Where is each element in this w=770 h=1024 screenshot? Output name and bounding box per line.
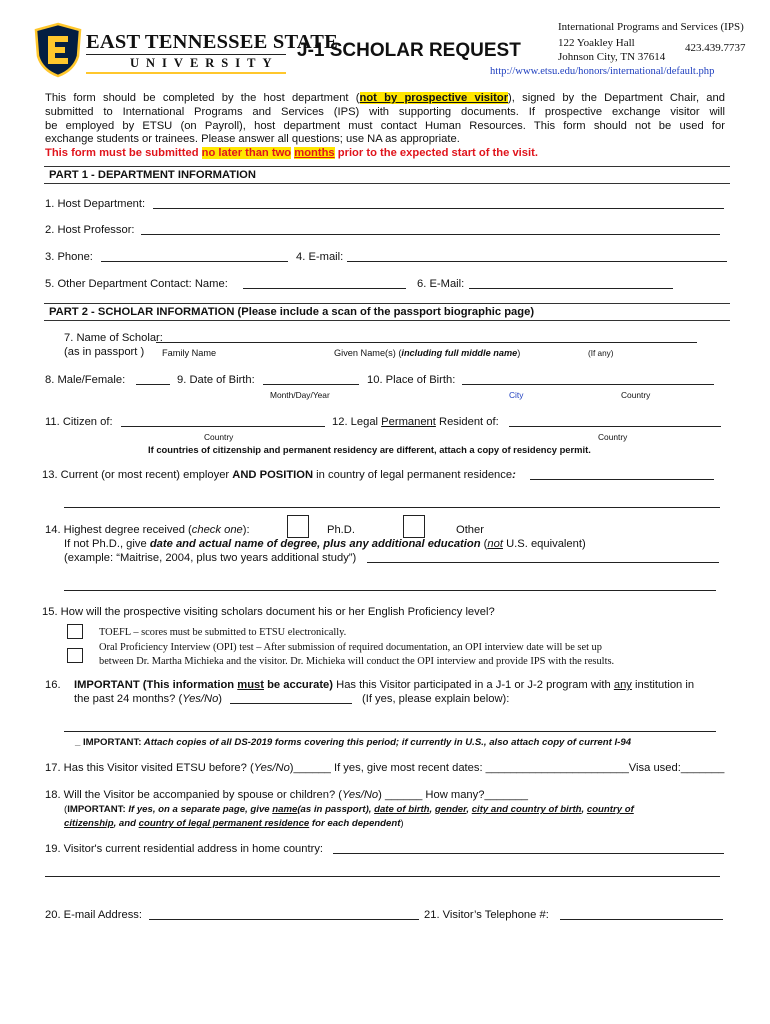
email-label: 4. E-mail:: [296, 251, 344, 263]
prior-program-yesno-field[interactable]: [230, 703, 352, 704]
pob-label: 10. Place of Birth:: [367, 374, 456, 386]
as-in-passport-label: (as in passport ): [64, 346, 145, 358]
employer-field-1[interactable]: [530, 479, 714, 480]
phone-label: 3. Phone:: [45, 251, 93, 263]
host-professor-field[interactable]: [141, 234, 720, 235]
university-name-line2: UNIVERSITY: [130, 56, 279, 70]
scholar-name-label: 7. Name of Scholar:: [64, 332, 163, 344]
q16-number: 16.: [45, 679, 61, 691]
host-department-field[interactable]: [153, 208, 724, 209]
prior-program-label: IMPORTANT (This information must be accurate) Has this Visitor participated in a J-1 or J-2 program with any institution in: [74, 679, 695, 691]
prior-program-explain-field[interactable]: [64, 731, 716, 732]
pob-field[interactable]: [462, 384, 714, 385]
office-phone: 423.439.7737: [685, 42, 746, 54]
ips-website-link[interactable]: http://www.etsu.edu/honors/international/default.php: [490, 66, 715, 77]
dependents-label: 18. Will the Visitor be accompanied by spouse or children? (Yes/No) ______ How many?_______: [45, 789, 529, 801]
employer-label: 13. Current (or most recent) employer AND POSITION in country of legal permanent residence:: [42, 469, 516, 481]
resident-country-caption: Country: [598, 432, 628, 442]
degree-detail-label: If not Ph.D., give date and actual name of degree, plus any additional education (not U.S. equivalent): [64, 538, 586, 550]
other-contact-email-field[interactable]: [469, 288, 673, 289]
degree-example-label: (example: “Maitrise, 2004, plus two years additional study”): [64, 552, 357, 564]
if-any-caption: (If any): [588, 349, 614, 358]
dependents-note-line2: citizenship, and country of legal permanent residence for each dependent): [64, 818, 404, 829]
permanent-resident-field[interactable]: [509, 426, 721, 427]
citizen-field[interactable]: [121, 426, 325, 427]
city-caption: City: [509, 390, 524, 400]
prior-program-explain-label: (If yes, please explain below):: [362, 693, 510, 705]
scholar-name-field[interactable]: [156, 342, 697, 343]
home-address-field-1[interactable]: [333, 853, 724, 854]
dependents-note-line1: (IMPORTANT: If yes, on a separate page, give name(as in passport), date of birth, gender, city and country of birth, country of: [64, 804, 634, 815]
ds2019-important-note: _ IMPORTANT: Attach copies of all DS-2019 forms covering this period; if currently in U.S., also attach copy of current I-94: [75, 737, 632, 748]
other-degree-label: Other: [456, 524, 484, 536]
not-by-visitor-highlight: not by prospective visitor: [359, 92, 509, 104]
deadline-warning: This form must be submitted no later than two months prior to the expected start of the visit.: [45, 147, 538, 160]
country-caption: Country: [621, 390, 651, 400]
opi-label-line2: between Dr. Martha Michieka and the visitor. Dr. Michieka will conduct the OPI interview and provide IPS with the results.: [99, 656, 615, 667]
employer-field-2[interactable]: [64, 507, 720, 508]
home-address-label: 19. Visitor's current residential address in home country:: [45, 843, 324, 855]
opi-label-line1: Oral Proficiency Interview (OPI) test – After submission of required documentation, an OPI interview date will be set up: [99, 642, 602, 653]
university-name-line1: EAST TENNESSEE STATE: [86, 31, 339, 53]
visitor-telephone-label: 21. Visitor’s Telephone #:: [424, 909, 549, 921]
host-department-label: 1. Host Department:: [45, 198, 146, 210]
degree-detail-field-2[interactable]: [64, 590, 716, 591]
opi-checkbox[interactable]: [67, 648, 83, 663]
other-contact-name-field[interactable]: [243, 288, 406, 289]
visitor-email-label: 20. E-mail Address:: [45, 909, 142, 921]
office-address-line1: 122 Yoakley Hall: [558, 37, 635, 49]
etsu-logo-icon: [34, 22, 82, 78]
email-field[interactable]: [347, 261, 727, 262]
visitor-email-field[interactable]: [149, 919, 419, 920]
gender-label: 8. Male/Female:: [45, 374, 126, 386]
other-contact-email-label: 6. E-Mail:: [417, 278, 465, 290]
other-contact-label: 5. Other Department Contact: Name:: [45, 278, 228, 290]
phd-checkbox[interactable]: [287, 515, 309, 538]
dob-field[interactable]: [263, 384, 359, 385]
permanent-resident-label: 12. Legal Permanent Resident of:: [332, 416, 499, 428]
toefl-label: TOEFL – scores must be submitted to ETSU electronically.: [99, 627, 347, 638]
phone-field[interactable]: [101, 261, 288, 262]
other-degree-checkbox[interactable]: [403, 515, 425, 538]
office-address-line2: Johnson City, TN 37614: [558, 51, 666, 63]
family-name-caption: Family Name: [162, 348, 217, 358]
gold-rule: [86, 72, 286, 74]
citizen-label: 11. Citizen of:: [45, 416, 113, 428]
toefl-checkbox[interactable]: [67, 624, 83, 639]
mdy-caption: Month/Day/Year: [270, 390, 330, 400]
visited-etsu-label: 17. Has this Visitor visited ETSU before? (Yes/No)______ If yes, give most recent dates: _______________________Visa used:_______: [45, 762, 725, 774]
english-proficiency-label: 15. How will the prospective visiting scholars document his or her English Proficiency level?: [42, 606, 495, 618]
part1-header: PART 1 - DEPARTMENT INFORMATION: [44, 166, 730, 184]
home-address-field-2[interactable]: [45, 876, 720, 877]
prior-program-label-line2: the past 24 months? (Yes/No): [74, 693, 223, 705]
degree-detail-field-1[interactable]: [367, 562, 719, 563]
residency-permit-note: If countries of citizenship and permanent residency are different, attach a copy of residency permit.: [148, 444, 591, 455]
intro-paragraph: This form should be completed by the host department (not by prospective visitor), signed by the Department Chair, and submitted to International Programs and Services (IPS) with supporting documents. If prospective exchange visitor will be employed by ETSU (on Payroll), host department must contact Human Resources. This form should not be used for exchange students or trainees. Please answer all questions; use NA as appropriate. This form must be submitted no later than two months prior to the expected start of the visit.: [45, 92, 725, 160]
dob-label: 9. Date of Birth:: [177, 374, 255, 386]
degree-label: 14. Highest degree received (check one):: [45, 524, 250, 536]
part2-header: PART 2 - SCHOLAR INFORMATION (Please include a scan of the passport biographic page): [44, 303, 730, 321]
form-title: J-1 SCHOLAR REQUEST: [297, 40, 521, 61]
office-name: International Programs and Services (IPS): [558, 21, 744, 33]
host-professor-label: 2. Host Professor:: [45, 224, 135, 236]
visitor-telephone-field[interactable]: [560, 919, 723, 920]
given-name-caption: Given Name(s) (including full middle name): [334, 348, 521, 358]
phd-label: Ph.D.: [327, 524, 355, 536]
gender-field[interactable]: [136, 384, 170, 385]
citizen-country-caption: Country: [204, 432, 234, 442]
